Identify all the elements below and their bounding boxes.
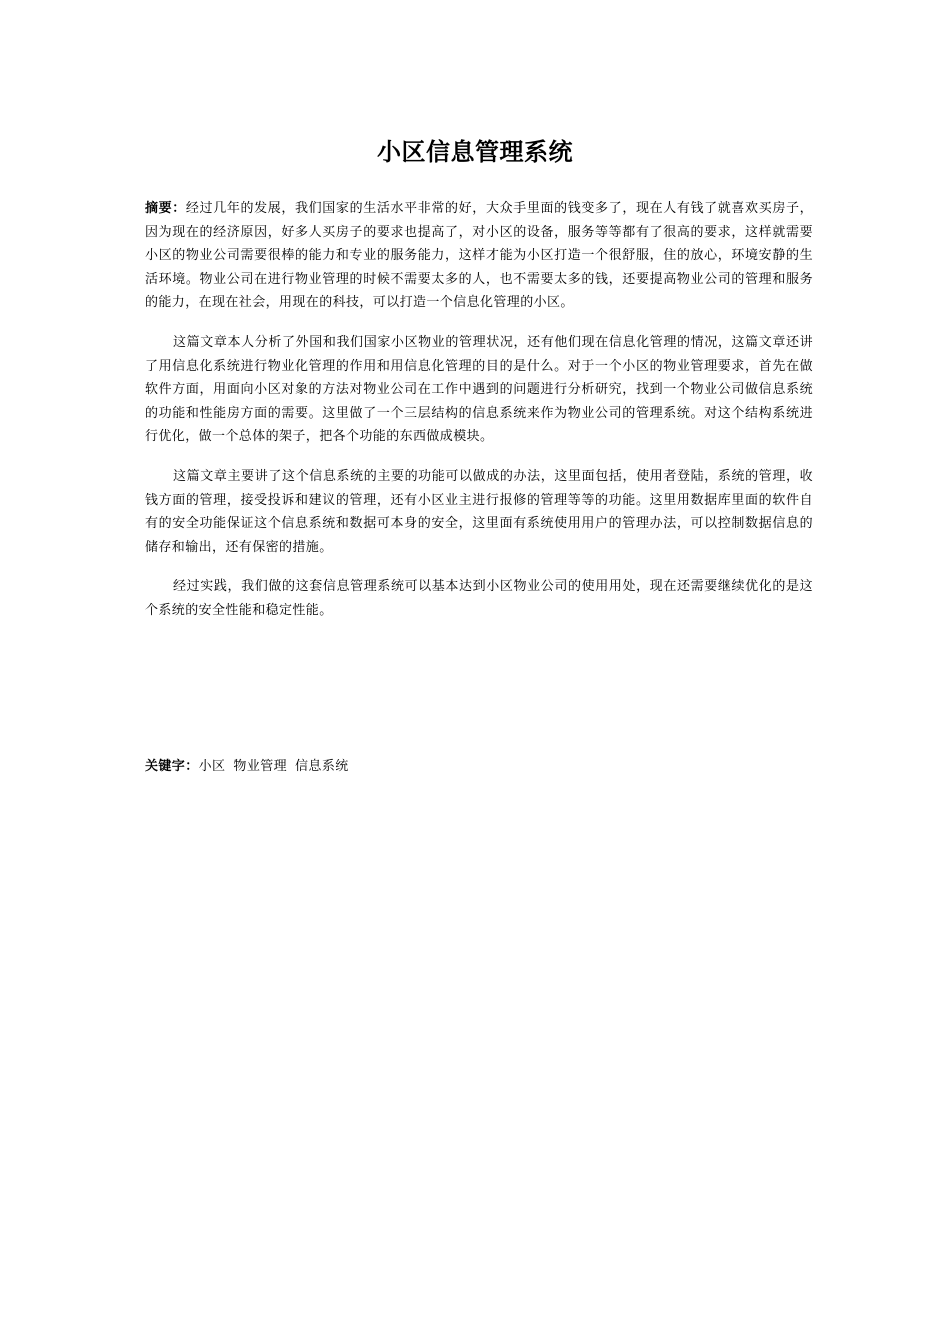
keyword-item: 物业管理 bbox=[233, 759, 288, 774]
keywords-label: 关键字： bbox=[145, 759, 199, 774]
body-paragraph-1: 这篇文章本人分析了外国和我们国家小区物业的管理状况，还有他们现在信息化管理的情况，这篇文章还讲了用信息化系统进行物业化管理的作用和用信息化管理的目的是什么。对于一个小区的物业管理要求，首先在做软件方面，用面向小区对象的方法对物业公司在工作中遇到的问题进行分析研究，找到一个物业公司做信息系统的功能和性能房方面的需要。这里做了一个三层结构的信息系统来作为物业公司的管理系统。对这个结构系统进行优化，做一个总体的架子，把各个功能的东西做成模块。 bbox=[145, 334, 813, 445]
keyword-item: 小区 bbox=[198, 759, 226, 774]
body-paragraph-2: 这篇文章主要讲了这个信息系统的主要的功能可以做成的办法，这里面包括，使用者登陆，系统的管理，收钱方面的管理，接受投诉和建议的管理，还有小区业主进行报修的管理等等的功能。这里用数据库里面的软件自有的安全功能保证这个信息系统和数据可本身的安全，这里面有系统使用用户的管理办法，可以控制数据信息的储存和输出，还有保密的措施。 bbox=[145, 468, 813, 555]
keywords-line bbox=[145, 755, 357, 779]
page-title: 小区信息管理系统 bbox=[377, 138, 573, 166]
abstract-paragraph bbox=[145, 197, 813, 315]
body-paragraph-3: 经过实践，我们做的这套信息管理系统可以基本达到小区物业公司的使用用处，现在还需要继续优化的是这个系统的安全性能和稳定性能。 bbox=[145, 579, 813, 618]
keyword-item: 信息系统 bbox=[295, 759, 349, 774]
abstract-text: 经过几年的发展，我们国家的生活水平非常的好，大众手里面的钱变多了，现在人有钱了就喜欢买房子，因为现在的经济原因，好多人买房子的要求也提高了，对小区的设备，服务等等都有了很高的要求，这样就需要小区的物业公司需要很棒的能力和专业的服务能力，这样才能为小区打造一个很舒服，住的放心，环境安静的生活环境。物业公司在进行物业管理的时候不需要太多的人，也不需要太多的钱，还要提高物业公司的管理和服务的能力，在现在社会，用现在的科技，可以打造一个信息化管理的小区。 bbox=[145, 201, 814, 311]
abstract-label: 摘要： bbox=[145, 201, 186, 216]
abstract-section bbox=[145, 197, 813, 639]
